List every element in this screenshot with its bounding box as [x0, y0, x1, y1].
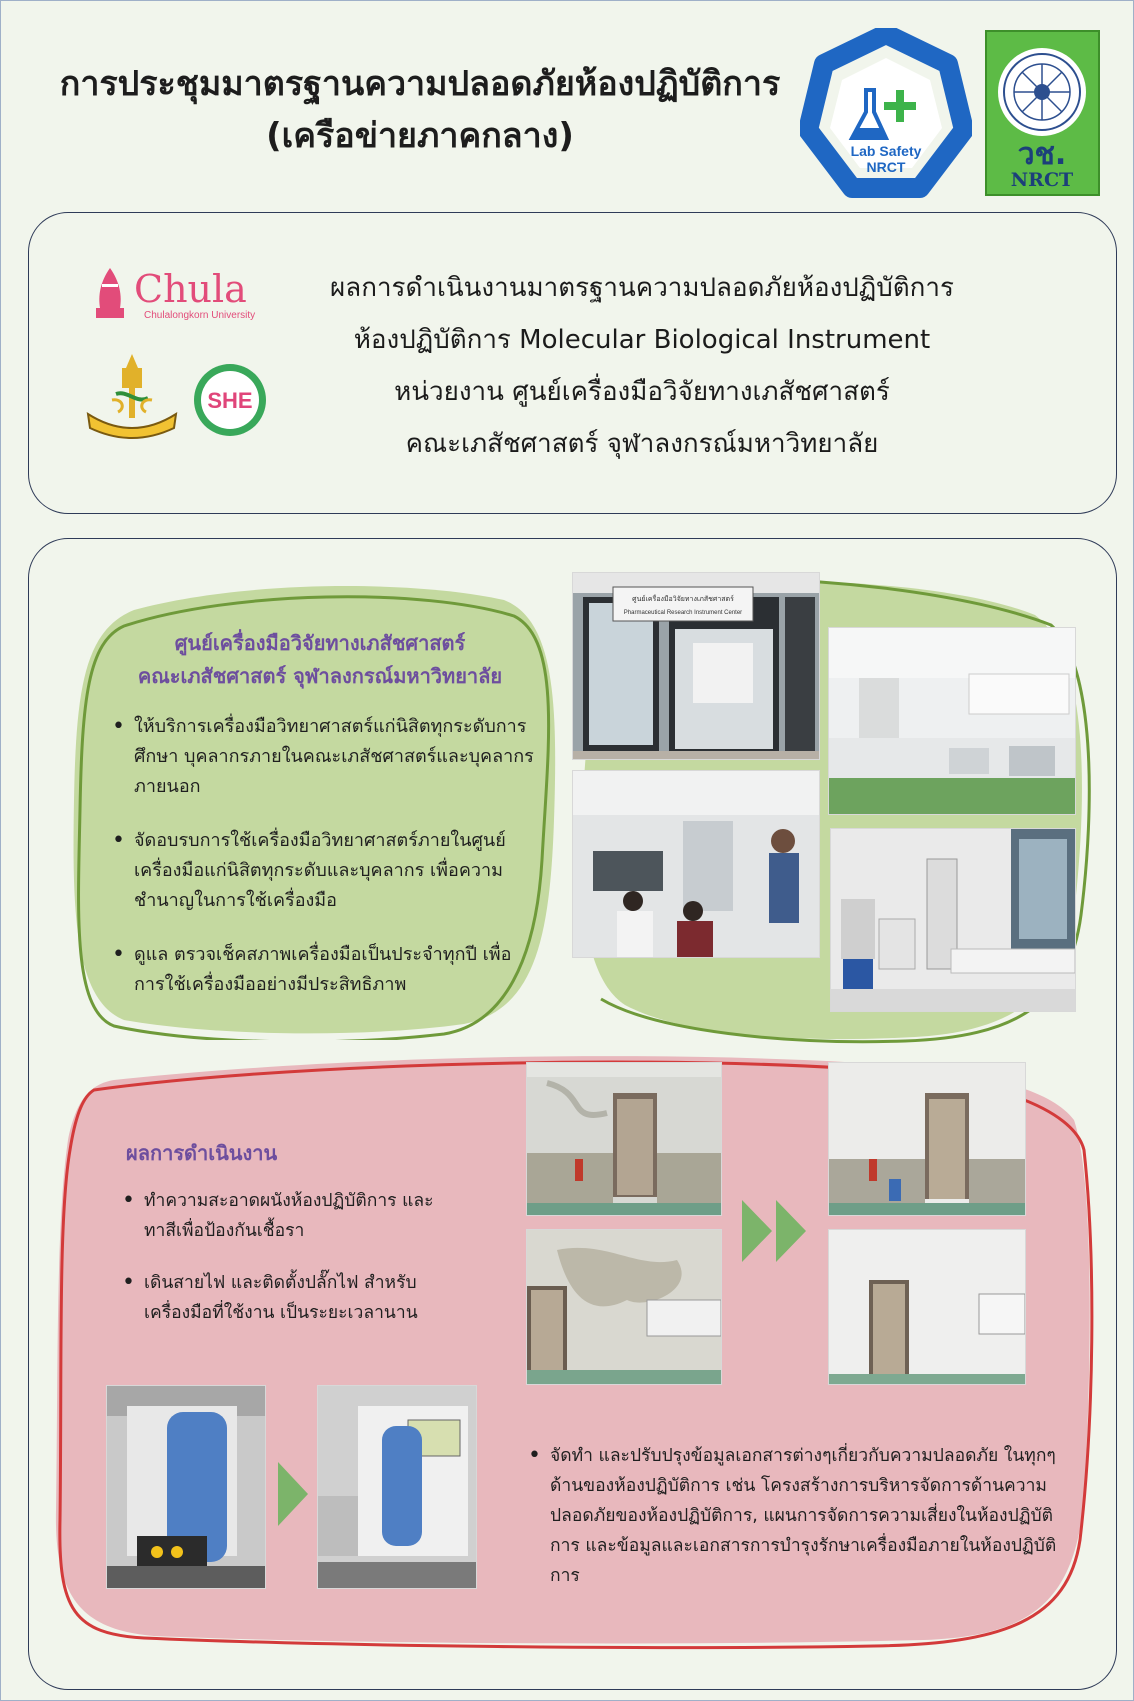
chula-subtitle: Chulalongkorn University — [144, 310, 256, 321]
photo-wall-after-1 — [828, 1062, 1026, 1216]
documents-bullet-list — [528, 1441, 1068, 1591]
purifier-arrow — [278, 1462, 308, 1526]
lab-safety-text: Lab Safety — [850, 143, 922, 159]
center-title-line-1: ศูนย์เครื่องมือวิจัยทางเภสัชศาสตร์ — [174, 631, 466, 655]
center-bullet-1: • ให้บริการเครื่องมือวิทยาศาสตร์แก่นิสิตทุกระดับการศึกษา บุคลากรภายในคณะเภสัชศาสตร์และบุคลากรภายนอก — [112, 712, 542, 802]
photo-purifier-after — [317, 1385, 477, 1589]
center-bullet-2: • จัดอบรบการใช้เครื่องมือวิทยาศาสตร์ภายในศูนย์เครื่องมือแก่นิสิตทุกระดับและบุคลากร เพื่อความชำนาญในการใช้เครื่องมือ — [112, 826, 542, 916]
results-bullet-list — [122, 1186, 452, 1350]
center-title-line-2: คณะเภสัชศาสตร์ จุฬาลงกรณ์มหาวิทยาลัย — [137, 664, 503, 688]
she-logo-text: SHE — [207, 388, 253, 413]
lab-safety-nrct-logo — [800, 28, 972, 200]
title-line-1: การประชุมมาตรฐานความปลอดภัยห้องปฏิบัติการ — [59, 64, 781, 104]
nrct-english-text: NRCT — [1010, 169, 1074, 191]
chula-wordmark: Chula — [134, 267, 247, 311]
poster-title — [40, 58, 800, 162]
documents-bullet: • จัดทำ และปรับปรุงข้อมูลเอกสารต่างๆเกี่ยวกับความปลอดภัย ในทุกๆด้านของห้องปฏิบัติการ เช่น โครงสร้างการบริหารจัดการด้านความปลอดภัยของห้องปฏิบัติการ, แผนการจัดการความเสี่ยงในห้องปฏิบัติการ และข้อมูลและเอกสารการบำรุงรักษาเครื่องมือภายในห้องปฏิบัติการ — [528, 1441, 1068, 1591]
photo-wall-before-2 — [526, 1229, 722, 1385]
photo-wall-before-1 — [526, 1062, 722, 1216]
nrct-logo — [985, 30, 1100, 196]
pharmacy-faculty-emblem — [82, 350, 182, 440]
title-line-2: (เครือข่ายภาคกลาง) — [266, 116, 574, 156]
results-title: ผลการดำเนินงาน — [126, 1141, 278, 1165]
she-logo — [190, 362, 270, 438]
intro-heading — [292, 262, 992, 470]
intro-line-3: หน่วยงาน ศูนย์เครื่องมือวิจัยทางเภสัชศาสตร์ — [394, 377, 890, 407]
photo-sign-line-1: ศูนย์เครื่องมือวิจัยทางเภสัชศาสตร์ — [632, 595, 734, 603]
center-bullet-3: • ดูแล ตรวจเช็คสภาพเครื่องมือเป็นประจำทุกปี เพื่อการใช้เครื่องมืออย่างมีประสิทธิภาพ — [112, 940, 542, 1000]
intro-line-2: ห้องปฏิบัติการ Molecular Biological Instrument — [353, 325, 931, 355]
intro-line-4: คณะเภสัชศาสตร์ จุฬาลงกรณ์มหาวิทยาลัย — [405, 429, 879, 459]
photo-training — [572, 770, 820, 958]
before-after-arrow — [742, 1196, 810, 1266]
photo-instruments — [830, 828, 1076, 1012]
photo-wall-after-2 — [828, 1229, 1026, 1385]
photo-lab-room — [828, 627, 1076, 815]
chula-logo — [90, 262, 260, 326]
center-bullet-list — [112, 712, 542, 1024]
center-title — [100, 627, 540, 693]
photo-sign-line-2: Pharmaceutical Research Instrument Center — [623, 610, 743, 616]
results-bullet-1: • ทำความสะอาดผนังห้องปฏิบัติการ และทาสีเพื่อป้องกันเชื้อรา — [122, 1186, 452, 1246]
nrct-thai-text: วช. — [1017, 137, 1067, 172]
lab-safety-nrct-text: NRCT — [866, 159, 906, 175]
photo-purifier-before — [106, 1385, 266, 1589]
intro-line-1: ผลการดำเนินงานมาตรฐานความปลอดภัยห้องปฏิบัติการ — [330, 273, 954, 303]
results-bullet-2: • เดินสายไฟ และติดตั้งปลั๊กไฟ สำหรับเครื่องมือที่ใช้งาน เป็นระยะเวลานาน — [122, 1268, 452, 1328]
photo-lab-entrance — [572, 572, 820, 760]
